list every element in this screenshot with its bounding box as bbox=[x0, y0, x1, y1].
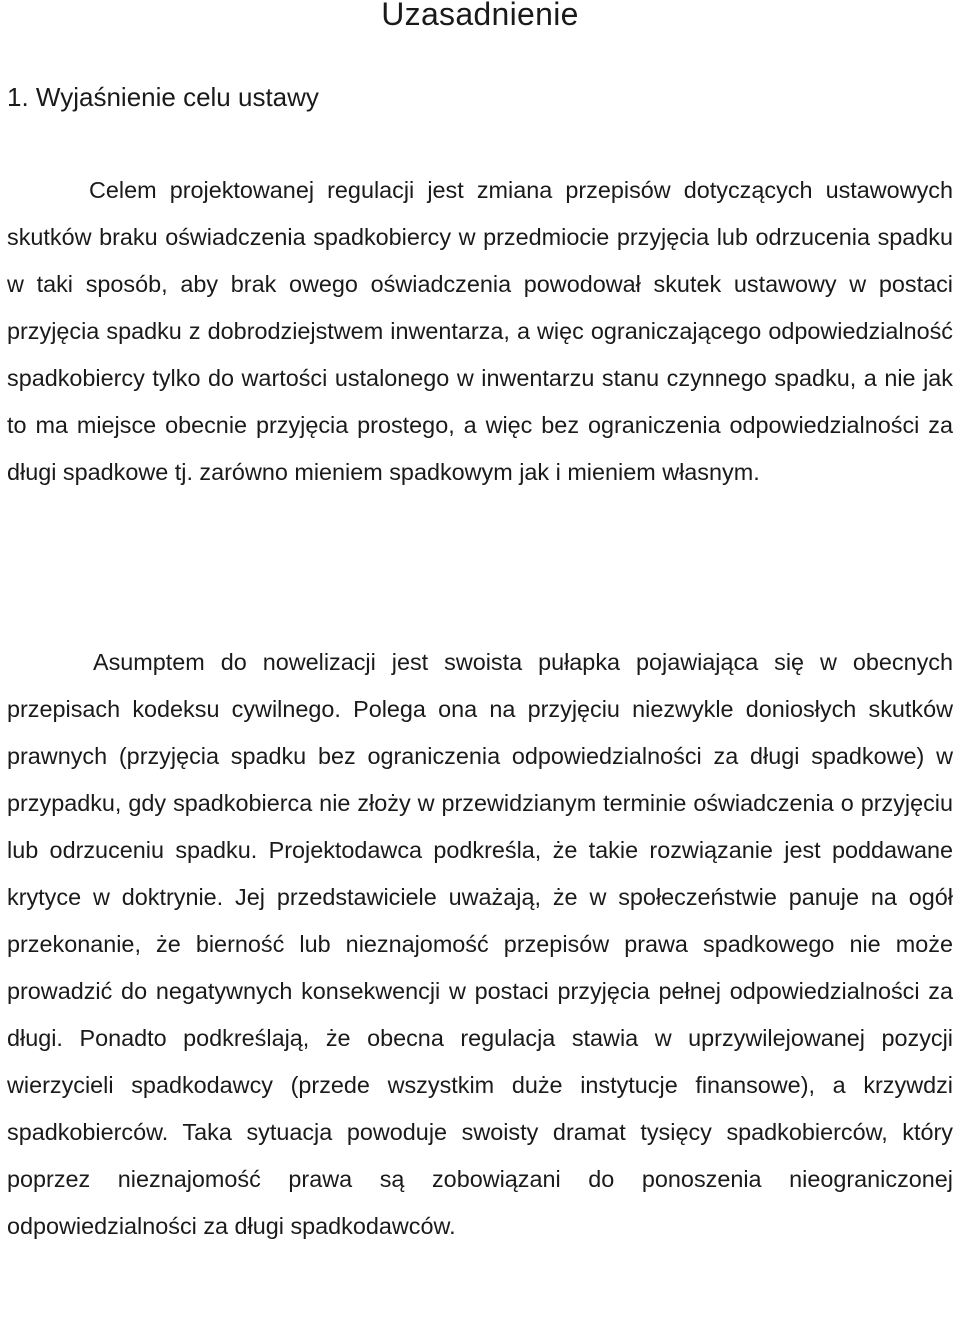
paragraph-rationale: Asumptem do nowelizacji jest swoista pułapka pojawiająca się w obecnych przepisach kodeksu cywilnego. Polega ona na przyjęciu niezwykle doniosłych skutków prawnych (przyjęcia spadku bez ograniczenia odpowiedzialności za długi spadkowe) w przypadku, gdy spadkobierca nie złoży w przewidzianym terminie oświadczenia o przyjęciu lub odrzuceniu spadku. Projektodawca podkreśla, że takie rozwiązanie jest poddawane krytyce w doktrynie. Jej przedstawiciele uważają, że w społeczeństwie panuje na ogół przekonanie, że bierność lub nieznajomość przepisów prawa spadkowego nie może prowadzić do negatywnych konsekwencji w postaci przyjęcia pełnej odpowiedzialności za długi. Ponadto podkreślają, że obecna regulacja stawia w uprzywilejowanej pozycji wierzycieli spadkodawcy (przede wszystkim duże instytucje finansowe), a krzywdzi spadkobierców. Taka sytuacja powoduje swoisty dramat tysięcy spadkobierców, który poprzez nieznajomość prawa są zobowiązani do ponoszenia nieograniczonej odpowiedzialności za długi spadkodawców. bbox=[7, 649, 953, 1239]
section-heading: 1. Wyjaśnienie celu ustawy bbox=[7, 82, 319, 112]
paragraph-purpose: Celem projektowanej regulacji jest zmiana przepisów dotyczących ustawowych skutków braku oświadczenia spadkobiercy w przedmiocie przyjęcia lub odrzucenia spadku w taki sposób, aby brak owego oświadczenia powodował skutek ustawowy w postaci przyjęcia spadku z dobrodziejstwem inwentarza, a więc ograniczającego odpowiedzialność spadkobiercy tylko do wartości ustalonego w inwentarzu stanu czynnego spadku, a nie jak to ma miejsce obecnie przyjęcia prostego, a więc bez ograniczenia odpowiedzialności za długi spadkowe tj. zarówno mieniem spadkowym jak i mieniem własnym. bbox=[7, 177, 953, 485]
document-title: Uzasadnienie bbox=[381, 0, 579, 32]
